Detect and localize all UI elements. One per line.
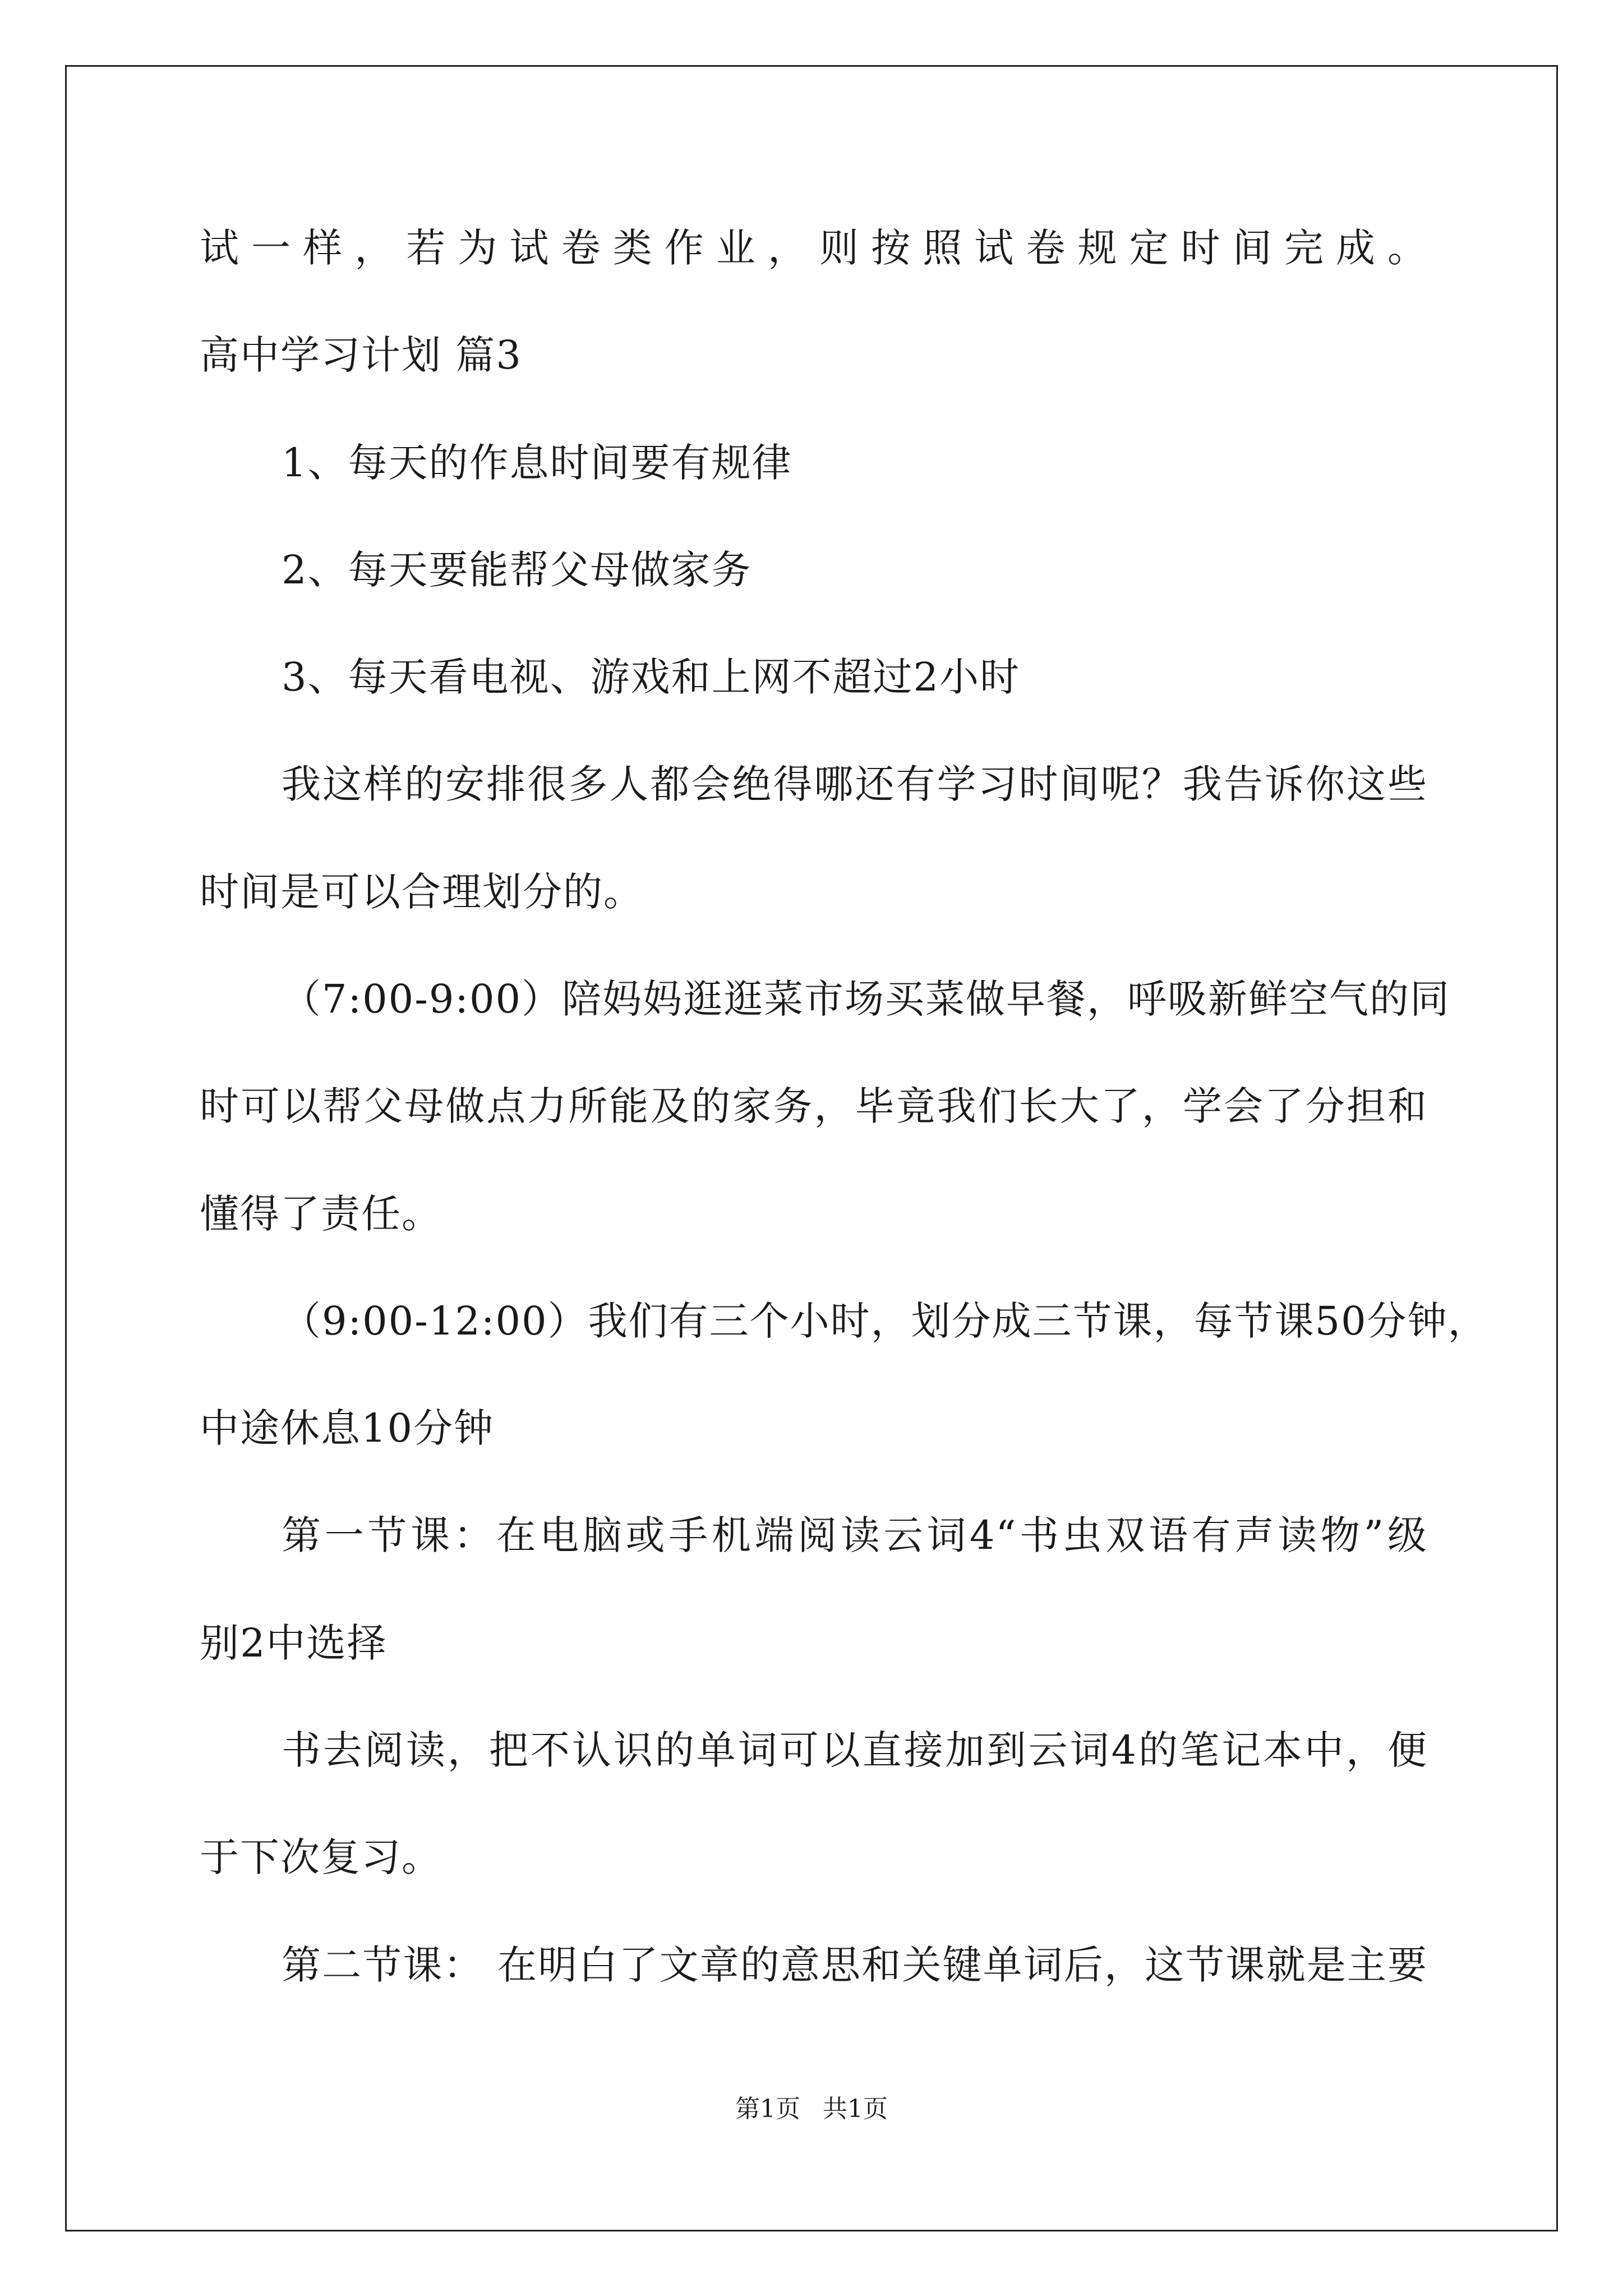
body-text-line: 于下次复习。 — [200, 1834, 442, 1880]
body-text-line: 第一节课：在电脑或手机端阅读云词4“书虫双语有声读物”级 — [282, 1512, 1428, 1558]
body-text-line: 中途休息10分钟 — [200, 1405, 495, 1451]
body-text-line: （7:00-9:00）陪妈妈逛逛菜市场买菜做早餐，呼吸新鲜空气的同 — [282, 976, 1451, 1022]
body-text-line: 别2中选择 — [200, 1620, 388, 1666]
list-item: 1、每天的作息时间要有规律 — [282, 440, 792, 486]
body-text-line: （9:00-12:00）我们有三个小时，划分成三节课，每节课50分钟， — [282, 1298, 1488, 1344]
body-text-line: 第二节课： 在明白了文章的意思和关键单词后，这节课就是主要 — [282, 1942, 1428, 1988]
body-text-line: 书去阅读，把不认识的单词可以直接加到云词4的笔记本中，便 — [282, 1727, 1428, 1773]
body-text-line: 懂得了责任。 — [200, 1191, 442, 1237]
page-number-current: 第1页 — [735, 2095, 800, 2123]
body-text-line: 试一样，若为试卷类作业，则按照试卷规定时间完成。 — [200, 225, 1428, 271]
list-item: 3、每天看电视、游戏和上网不超过2小时 — [282, 654, 1021, 700]
body-text-line: 我这样的安排很多人都会绝得哪还有学习时间呢？我告诉你这些 — [282, 761, 1428, 807]
list-item: 2、每天要能帮父母做家务 — [282, 547, 752, 593]
section-heading: 高中学习计划 篇3 — [200, 332, 522, 378]
page-border — [65, 65, 1558, 2231]
page-number-total: 共1页 — [823, 2095, 888, 2123]
body-text-line: 时可以帮父母做点力所能及的家务，毕竟我们长大了，学会了分担和 — [200, 1083, 1428, 1129]
page-footer — [0, 2092, 1623, 2126]
body-text-line: 时间是可以合理划分的。 — [200, 869, 644, 915]
